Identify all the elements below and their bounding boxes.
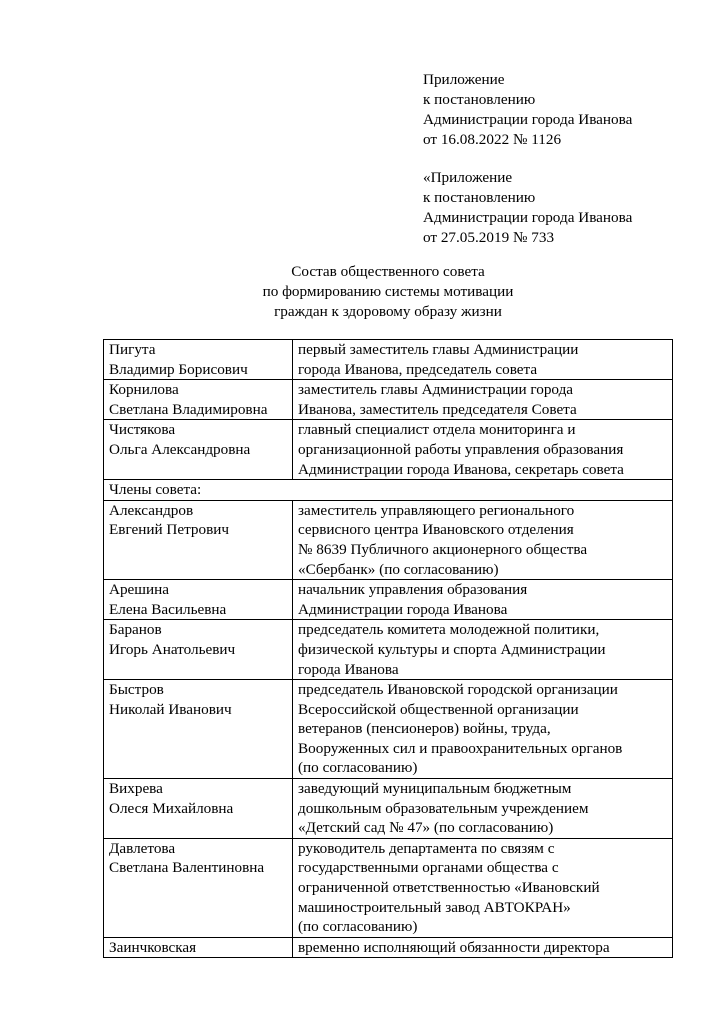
position-line: заместитель главы Администрации города (298, 381, 574, 399)
member-name (104, 420, 293, 480)
table-row (104, 580, 673, 620)
member-position (293, 680, 673, 779)
table-row-section-header (104, 480, 673, 501)
table-row (104, 500, 673, 579)
member-surname: Баранов (109, 621, 162, 639)
table-row (104, 937, 673, 958)
position-line: председатель комитета молодежной политики, (298, 621, 600, 639)
member-name (104, 838, 293, 937)
title-line: по формированию системы мотивации (262, 283, 514, 300)
member-surname: Пигута (109, 341, 156, 358)
table-row-vice-chairman (104, 380, 673, 420)
position-line: государственными органами общества с (298, 859, 559, 877)
position-line: Всероссийской общественной организации (298, 700, 579, 718)
member-given-names: Светлана Валентиновна (109, 859, 265, 877)
member-given-names: Светлана Владимировна (109, 400, 268, 418)
member-given-names: Евгений Петрович (109, 521, 230, 539)
member-position (293, 838, 673, 937)
position-line: председатель Ивановской городской организации (298, 681, 618, 699)
member-position (293, 420, 673, 480)
member-name (104, 680, 293, 779)
member-surname: Вихрева (109, 780, 163, 798)
table-row (104, 680, 673, 779)
member-position (293, 620, 673, 680)
position-line: сервисного центра Ивановского отделения (298, 521, 574, 539)
appendix-line: к постановлению (423, 189, 536, 206)
member-surname: Чистякова (109, 421, 176, 439)
table-row (104, 838, 673, 937)
appendix-line: Администрации города Иванова (423, 209, 633, 226)
title-line: Состав общественного совета (291, 263, 485, 280)
member-given-names: Николай Иванович (109, 700, 232, 718)
position-line: временно исполняющий обязанности директора (298, 938, 610, 956)
position-line: машиностроительный завод АВТОКРАН» (298, 898, 571, 916)
member-given-names: Игорь Анатольевич (109, 640, 236, 658)
appendix-line: от 27.05.2019 № 733 (423, 229, 555, 246)
appendix-reference-original (423, 168, 713, 248)
appendix-line: «Приложение (423, 169, 513, 186)
position-line: «Сбербанк» (по согласованию) (298, 560, 499, 578)
member-surname: Корнилова (109, 381, 179, 399)
member-position (293, 380, 673, 420)
position-line: начальник управления образования (298, 581, 528, 599)
position-line: ограниченной ответственностью «Ивановский (298, 879, 600, 897)
table-row (104, 620, 673, 680)
member-given-names: Елена Васильевна (109, 600, 227, 618)
member-name (104, 340, 293, 380)
member-surname: Давлетова (109, 839, 176, 857)
position-line: ветеранов (пенсионеров) войны, труда, (298, 720, 551, 738)
table-row-chairman (104, 340, 673, 380)
appendix-line: Администрации города Иванова (423, 111, 633, 128)
position-line: Администрации города Иванова (298, 600, 508, 618)
document-title (100, 262, 676, 322)
position-line: физической культуры и спорта Администрации (298, 640, 606, 658)
position-line: (по согласованию) (298, 918, 418, 936)
member-name (104, 779, 293, 839)
member-surname: Арешина (109, 581, 169, 599)
appendix-line: к постановлению (423, 91, 536, 108)
position-line: города Иванова, председатель совета (298, 360, 538, 378)
position-line: «Детский сад № 47» (по согласованию) (298, 819, 554, 837)
position-line: Вооруженных сил и правоохранительных органов (298, 739, 623, 757)
appendix-line: от 16.08.2022 № 1126 (423, 131, 562, 148)
member-name (104, 500, 293, 579)
table-row-secretary (104, 420, 673, 480)
member-position (293, 340, 673, 380)
position-line: организационной работы управления образования (298, 440, 624, 458)
position-line: Иванова, заместитель председателя Совета (298, 400, 577, 418)
member-given-names: Ольга Александровна (109, 440, 251, 458)
position-line: Администрации города Иванова, секретарь совета (298, 460, 624, 478)
member-given-names: Олеся Михайловна (109, 799, 234, 817)
member-position (293, 580, 673, 620)
member-given-names: Владимир Борисович (109, 360, 248, 378)
position-line: дошкольным образовательным учреждением (298, 799, 589, 817)
position-line: заместитель управляющего регионального (298, 501, 575, 519)
member-name (104, 580, 293, 620)
member-position (293, 779, 673, 839)
position-line: заведующий муниципальным бюджетным (298, 780, 572, 798)
member-name (104, 937, 293, 958)
position-line: руководитель департамента по связям с (298, 839, 555, 857)
member-surname: Быстров (109, 681, 164, 699)
appendix-reference-current (423, 70, 713, 150)
appendix-line: Приложение (423, 71, 505, 88)
position-line: первый заместитель главы Администрации (298, 341, 579, 358)
title-line: граждан к здоровому образу жизни (274, 303, 502, 320)
position-line: главный специалист отдела мониторинга и (298, 421, 576, 439)
member-position (293, 937, 673, 958)
member-name (104, 620, 293, 680)
position-line: города Иванова (298, 660, 399, 678)
member-name (104, 380, 293, 420)
member-surname: Заинчковская (109, 938, 197, 956)
council-composition-table (103, 339, 673, 958)
member-position (293, 500, 673, 579)
position-line: (по согласованию) (298, 759, 418, 777)
position-line: № 8639 Публичного акционерного общества (298, 540, 588, 558)
member-surname: Александров (109, 501, 194, 519)
table-row (104, 779, 673, 839)
members-section-label: Члены совета: (104, 480, 673, 501)
